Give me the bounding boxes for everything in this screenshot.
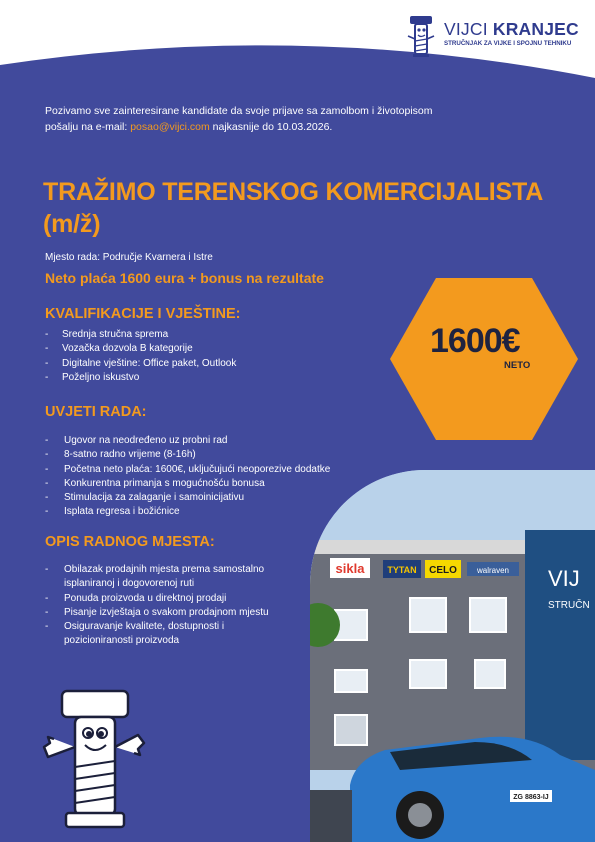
list-item: - Poželjno iskustvo xyxy=(45,371,236,385)
description-list xyxy=(45,563,269,649)
salary-amount: 1600€ xyxy=(430,322,520,360)
qualifications-heading: KVALIFIKACIJE I VJEŠTINE: xyxy=(45,306,241,322)
job-title xyxy=(43,176,583,240)
sign-text: TYTAN xyxy=(387,565,417,575)
conditions-heading: UVJETI RADA: xyxy=(45,404,147,420)
salary-net-label: NETO xyxy=(504,360,531,371)
conditions-list xyxy=(45,434,330,520)
sign-text: STRUČN xyxy=(548,600,590,611)
work-location: Mjesto rada: Područje Kvarnera i Istre xyxy=(45,252,213,263)
list-item: - Osiguravanje kvalitete, dostupnosti i xyxy=(45,620,269,634)
sign-text: CELO xyxy=(429,565,457,576)
bolt-mascot-illustration xyxy=(40,685,150,835)
logo-wordmark: VIJCI KRANJEC xyxy=(444,19,579,39)
bolt-mascot-icon xyxy=(406,14,436,58)
salary-line: Neto plaća 1600 eura + bonus na rezultate xyxy=(45,270,324,286)
building-photo xyxy=(310,470,595,842)
list-item: - Pisanje izvještaja o svakom prodajnom mjestu xyxy=(45,606,269,620)
intro-text xyxy=(45,103,515,135)
list-item: - Isplata regresa i božićnice xyxy=(45,505,330,519)
list-item-continuation: pozicioniranosti proizvoda xyxy=(64,635,180,647)
sign-text: walraven xyxy=(476,566,510,575)
list-item: - Digitalne vještine: Office paket, Outlook xyxy=(45,357,236,371)
list-item: - Obilazak prodajnih mjesta prema samostalno xyxy=(45,563,269,577)
list-item: - Stimulacija za zalaganje i samoinicijativu xyxy=(45,491,330,505)
list-item: - Početna neto plaća: 1600€, uključujući neoporezive dodatke xyxy=(45,463,330,477)
sign-text: sikla xyxy=(335,561,365,576)
building-illustration xyxy=(310,470,595,842)
intro-line-1: Pozivamo sve zainteresirane kandidate da svoje prijave sa zamolbom i životopisom xyxy=(45,105,433,117)
list-item: - Ugovor na neodređeno uz probni rad xyxy=(45,434,330,448)
description-heading: OPIS RADNOG MJESTA: xyxy=(45,534,215,550)
logo-tagline: STRUČNJAK ZA VIJKE I SPOJNU TEHNIKU xyxy=(444,40,572,47)
company-logo[interactable] xyxy=(406,14,586,64)
sign-text: VIJ xyxy=(548,566,580,591)
list-item: - Konkurentna primanja s mogućnošću bonusa xyxy=(45,477,330,491)
list-item: - Vozačka dozvola B kategorije xyxy=(45,342,236,356)
license-plate: ZG 8863-IJ xyxy=(513,794,549,801)
intro-line-2: pošalju na e-mail: posao@vijci.com najkasnije do 10.03.2026. xyxy=(45,121,333,133)
job-title-line-2: (m/ž) xyxy=(43,210,101,238)
list-item: - Srednja stručna sprema xyxy=(45,328,236,342)
list-item: - Ponuda proizvoda u direktnoj prodaji xyxy=(45,592,269,606)
list-item: - 8-satno radno vrijeme (8-16h) xyxy=(45,448,330,462)
email-link[interactable]: posao@vijci.com xyxy=(130,121,210,133)
qualifications-list xyxy=(45,328,236,385)
job-title-line-1: TRAŽIMO TERENSKOG KOMERCIJALISTA xyxy=(43,178,544,206)
list-item-continuation: isplaniranoj i dogovorenoj ruti xyxy=(64,578,195,590)
